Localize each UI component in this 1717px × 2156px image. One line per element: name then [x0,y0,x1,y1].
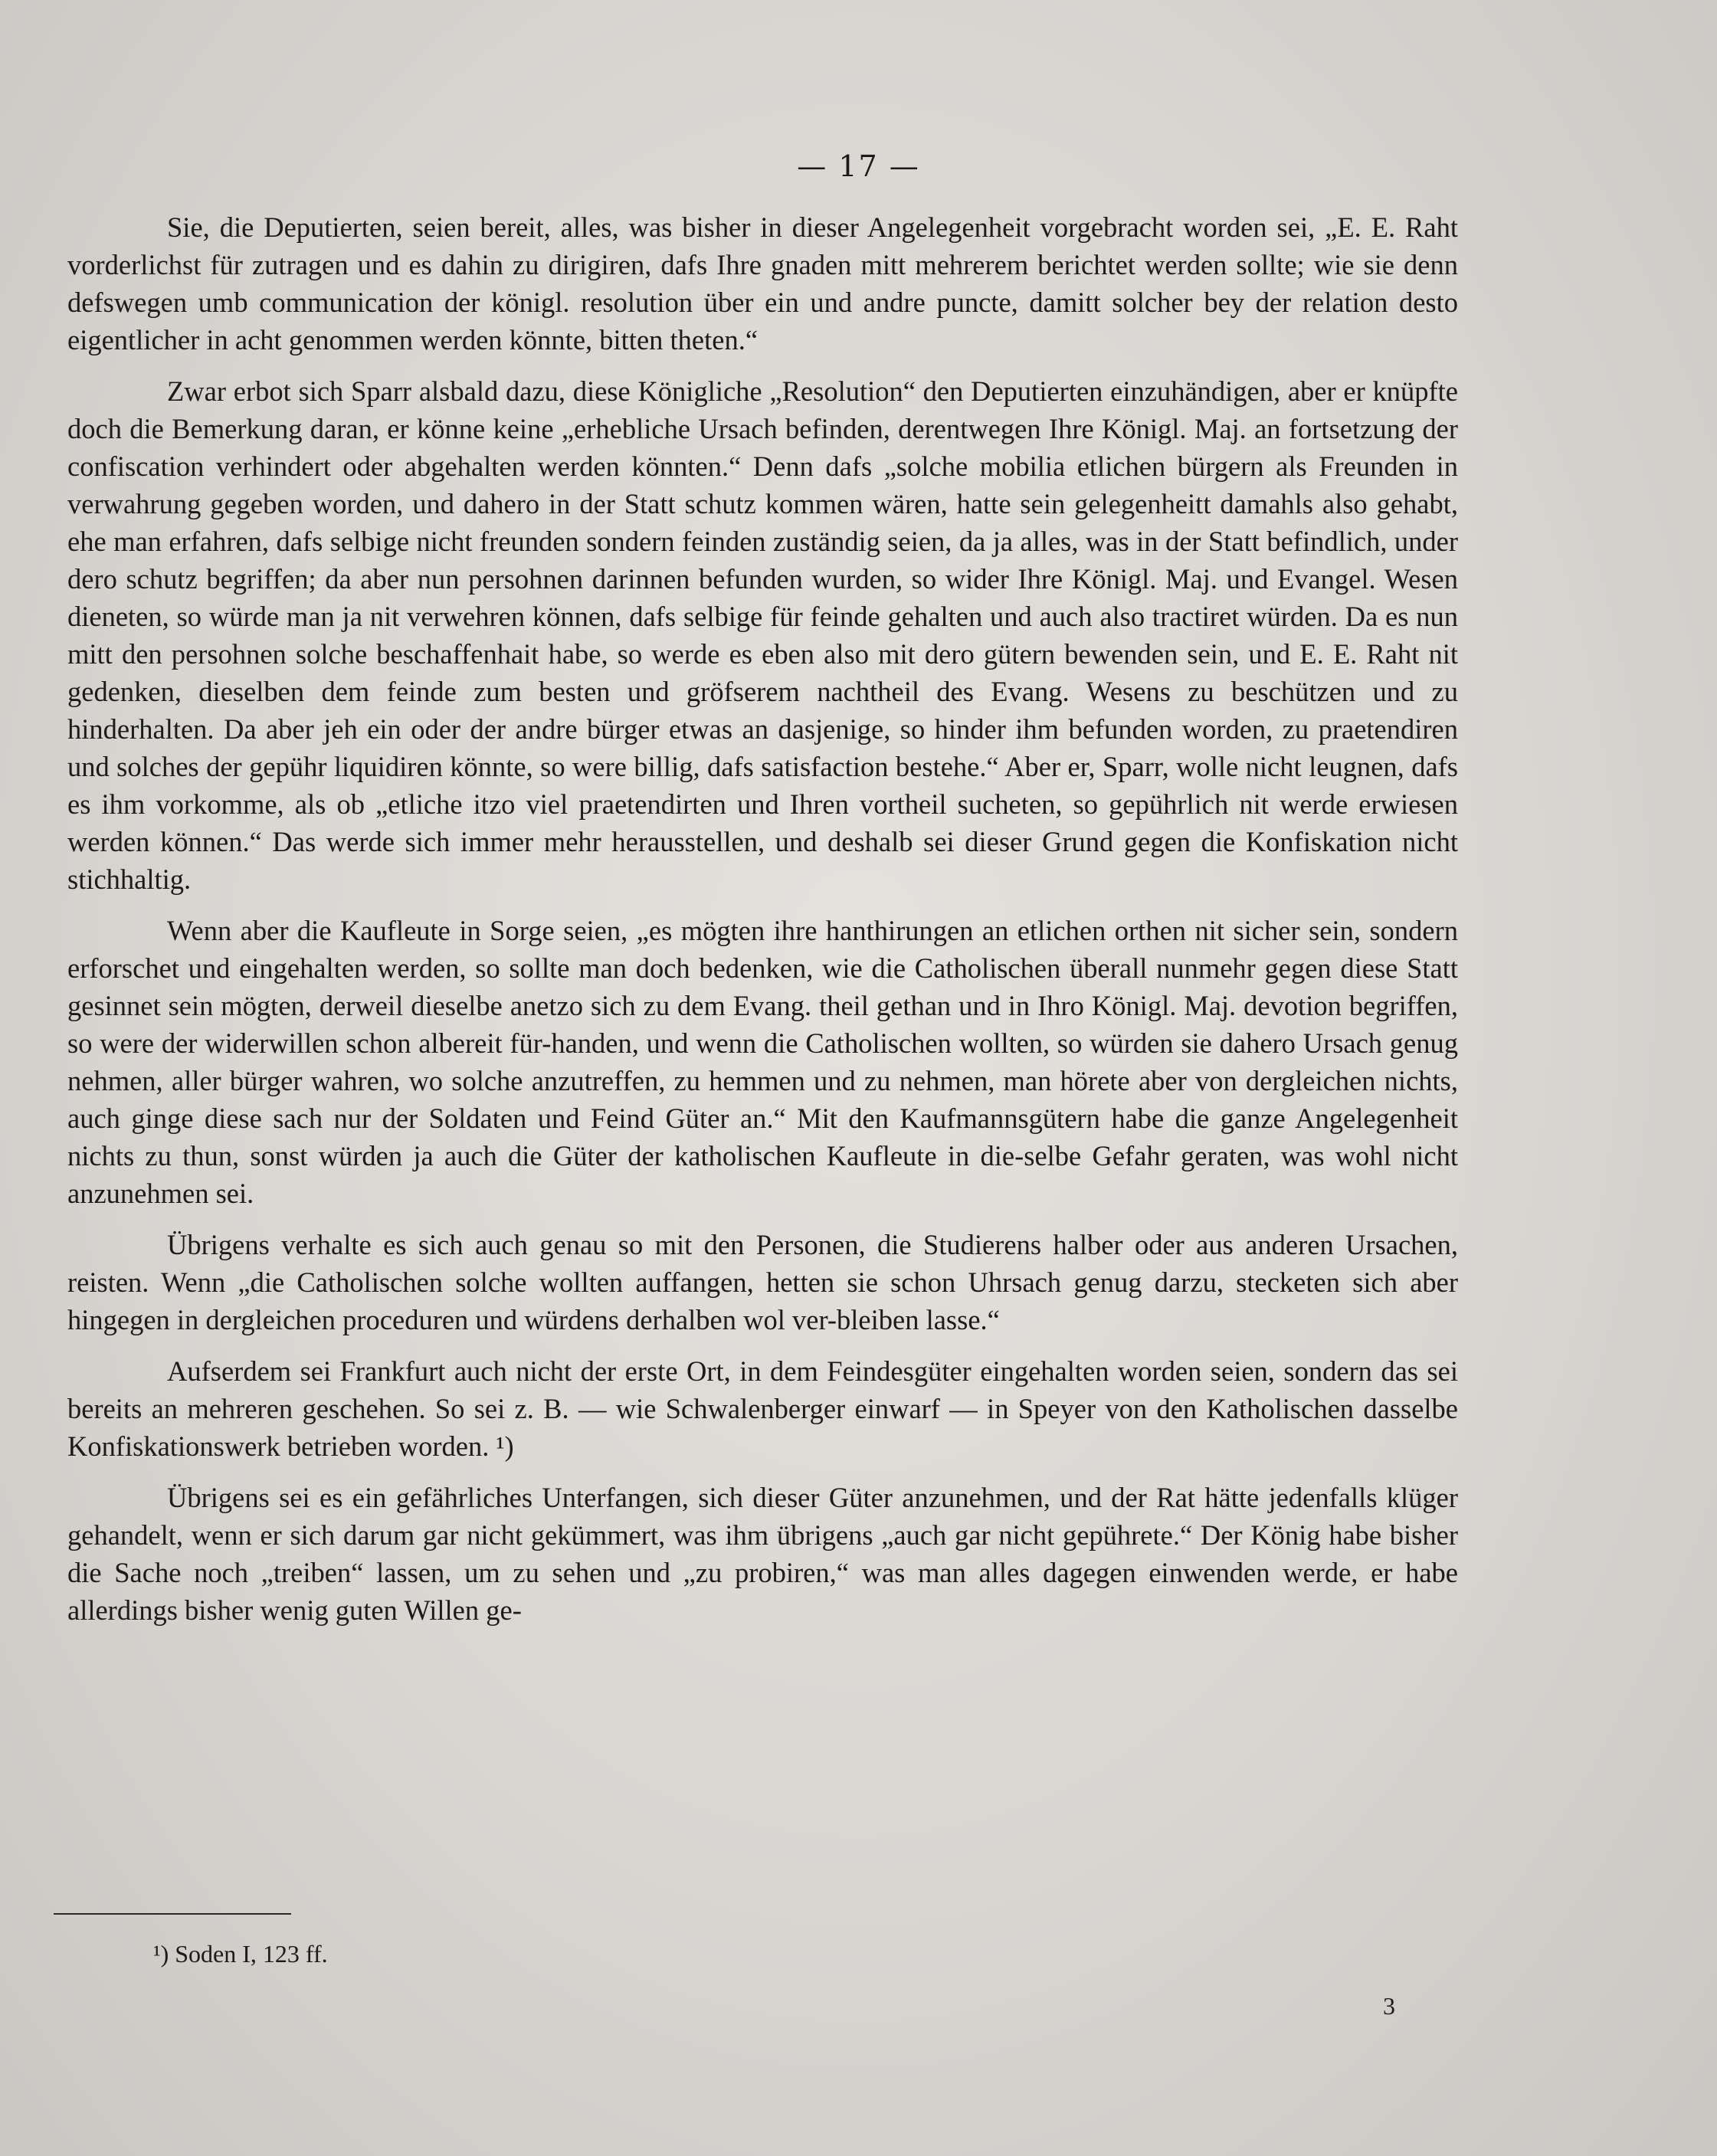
paragraph: Übrigens sei es ein gefährliches Unterfangen, sich dieser Güter anzunehmen, und der Rat hätte jedenfalls klüger gehandelt, wenn er sich darum gar nicht gekümmert, was ihm übrigens „auch gar nicht gepührete.“ Der König habe bisher die Sache noch „treiben“ lassen, um zu sehen und „zu probiren,“ was man alles dagegen einwenden werde, er habe allerdings bisher wenig guten Willen ge- [67,1482,1458,1626]
signature-mark: 3 [1383,1992,1395,2020]
paragraph: Wenn aber die Kaufleute in Sorge seien, „es mögten ihre hanthirungen an etlichen orthen nit sicher sein, sondern erforschet und eingehalten werden, so sollte man doch bedenken, wie die Catholischen überall nunmehr gegen diese Statt gesinnet sein mögten, derweil dieselbe anetzo sich zu dem Evang. theil gethan und in Ihro Königl. Maj. devotion begriffen, so were der widerwillen schon albereit für-handen, und wenn die Catholischen wollten, so würden sie dahero Ursach genug nehmen, aller bürger wahren, wo solche anzutreffen, zu hemmen und zu nehmen, man hörete aber von dergleichen nichts, auch ginge diese sach nur der Soldaten und Feind Güter an.“ Mit den Kaufmannsgütern habe die ganze Angelegenheit nichts zu thun, sonst würden ja auch die Güter der katholischen Kaufleute in die-selbe Gefahr geraten, was wohl nicht anzunehmen sei. [67,915,1458,1209]
footnote-divider [54,1913,291,1915]
paragraph: Übrigens verhalte es sich auch genau so mit den Personen, die Studierens halber oder aus anderen Ursachen, reisten. Wenn „die Catholischen solche wollten auffangen, hetten sie schon Uhrsach genug darzu, stecketen sich aber hingegen in dergleichen proceduren und würdens derhalben wol ver-bleiben lasse.“ [67,1229,1458,1335]
footnote: ¹) Soden I, 123 ff. [153,1940,328,1968]
paragraph: Aufserdem sei Frankfurt auch nicht der erste Ort, in dem Feindesgüter eingehalten worden seien, sondern das sei bereits an mehreren geschehen. So sei z. B. — wie Schwalenberger einwarf — in Speyer von den Katholischen dasselbe Konfiskationswerk betrieben worden. ¹) [67,1355,1458,1462]
paragraph: Sie, die Deputierten, seien bereit, alles, was bisher in dieser Angelegenheit vorgebracht worden sei, „E. E. Raht vorderlichst für zutragen und es dahin zu dirigiren, dafs Ihre gnaden mitt mehrerem berichtet werden sollte; wie sie denn defswegen umb communication der königl. resolution über ein und andre puncte, damitt solcher bey der relation desto eigentlicher in acht genommen werden könnte, bitten theten.“ [67,211,1458,356]
paragraph: Zwar erbot sich Sparr alsbald dazu, diese Königliche „Resolution“ den Deputierten einzuhändigen, aber er knüpfte doch die Bemerkung daran, er könne keine „erhebliche Ursach befinden, derentwegen Ihre Königl. Maj. an fortsetzung der confiscation verhindert oder abgehalten werden könnten.“ Denn dafs „solche mobilia etlichen bürgern als Freunden in verwahrung gegeben worden, und dahero in der Statt schutz kommen wären, hatte sein gelegenheitt damahls also gehabt, ehe man erfahren, dafs selbige nicht freunden sondern feinden zuständig seien, da ja alles, was in der Statt befindlich, under dero schutz begriffen; da aber nun persohnen darinnen befunden wurden, so wider Ihre Königl. Maj. und Evangel. Wesen dieneten, so würde man ja nit verwehren können, dafs selbige für feinde gehalten und auch also tractiret würden. Da es nun mitt den persohnen solche beschaffenhait habe, so werde es eben also mit dero gütern bewenden sein, und E. E. Raht nit gedenken, dieselben dem feinde zum besten und gröfserem nachtheil des Evang. Wesens zu beschützen und zu hinderhalten. Da aber jeh ein oder der andre bürger etwas an dasjenige, so hinder ihm befunden worden, zu praetendiren und solches der gepühr liquidiren könnte, so were billig, dafs satisfaction bestehe.“ Aber er, Sparr, wolle nicht leugnen, dafs es ihm vorkomme, als ob „etliche itzo viel praetendirten und Ihren vortheil sucheten, so gepührlich nit werde erwiesen werden können.“ Das werde sich immer mehr herausstellen, und deshalb sei dieser Grund gegen die Konfiskation nicht stichhaltig. [67,375,1458,895]
body-text [67,208,1458,1643]
page-number: — 17 — [797,149,920,183]
